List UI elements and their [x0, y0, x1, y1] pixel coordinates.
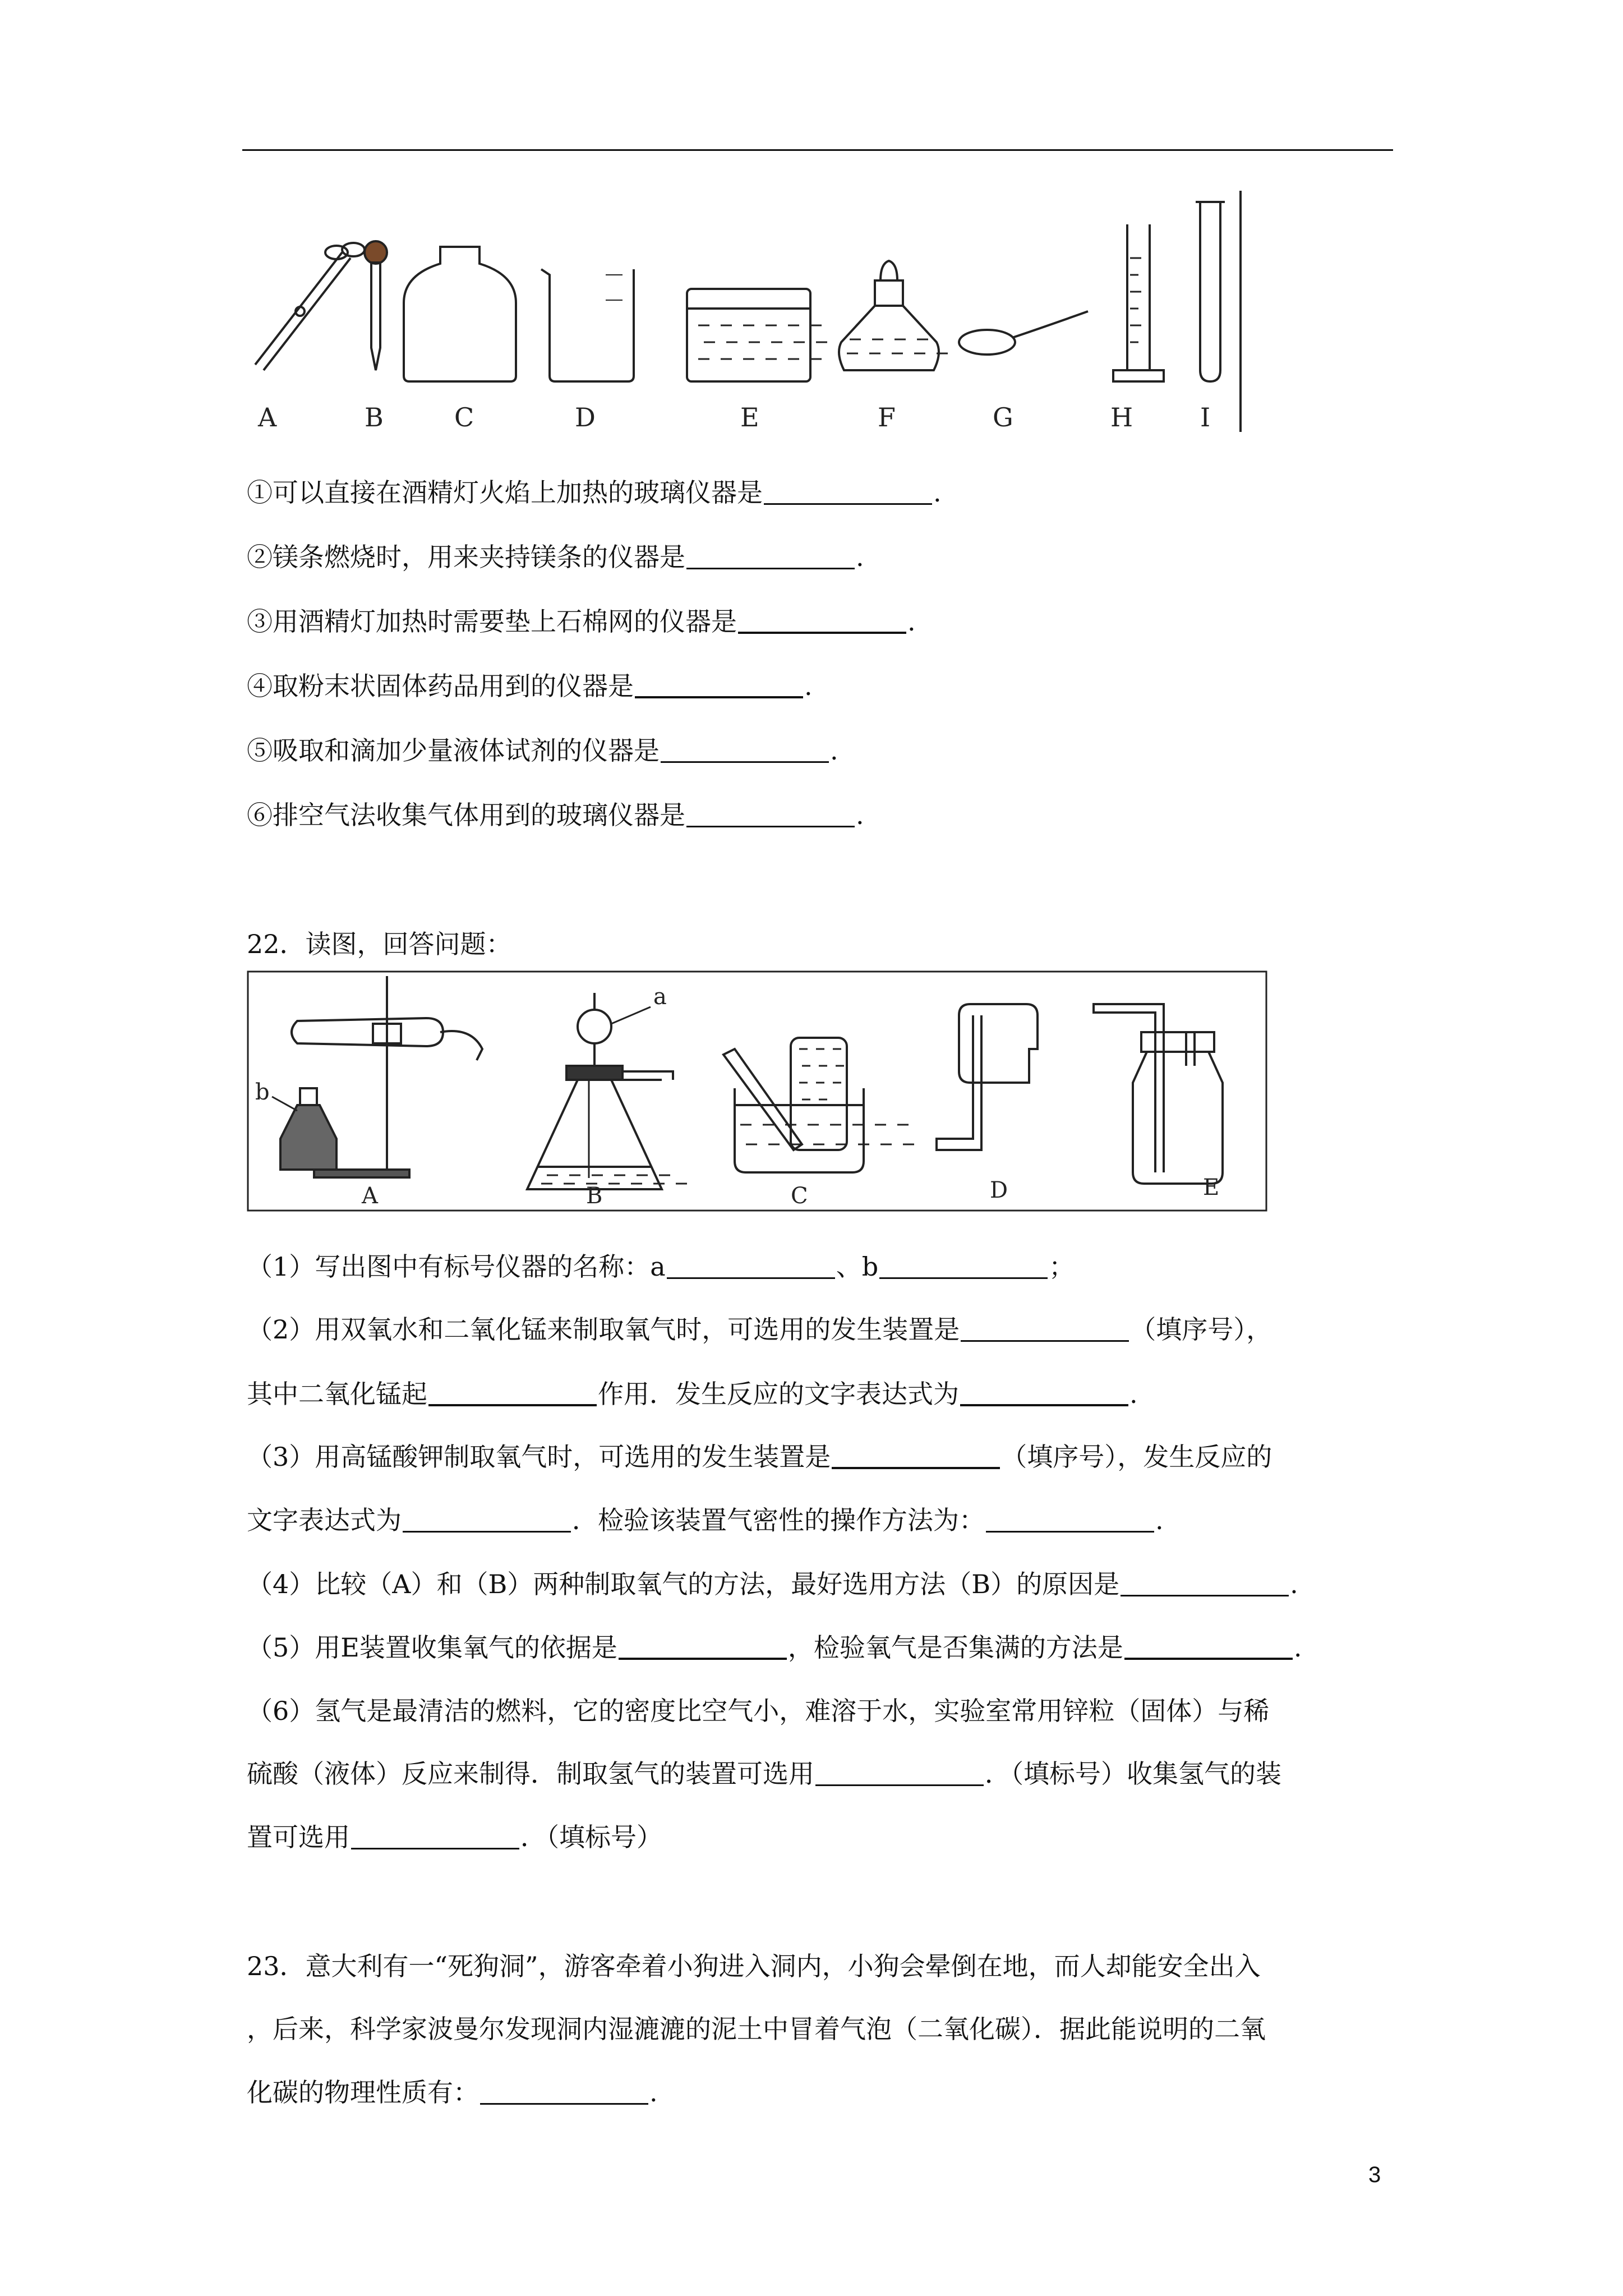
q21-item-1: ①可以直接在酒精灯火焰上加热的玻璃仪器是 . — [247, 477, 942, 508]
wide-mouth-bottle-icon — [404, 247, 516, 381]
q21-item-2: ②镁条燃烧时，用来夹持镁条的仪器是 . — [247, 542, 864, 572]
apparatus-A-icon — [280, 976, 482, 1177]
q22-line-9: 硫酸（液体）反应来制得．制取氢气的装置可选用 ．（填标号）收集氢气的装 — [247, 1759, 1281, 1789]
apparatus-C-icon — [723, 1038, 914, 1172]
q23-line-1: 23．意大利有一“死狗洞”，游客牵着小狗进入洞内，小狗会晕倒在地，而人却能安全出入 — [247, 1951, 1261, 1981]
q21-item-4: ④取粉末状固体药品用到的仪器是 . — [247, 671, 813, 701]
answer-blank[interactable] — [661, 737, 829, 763]
header-rule — [242, 149, 1393, 151]
label-E: E — [1203, 1175, 1220, 1200]
marker-a: a — [653, 984, 667, 1010]
answer-blank[interactable] — [1121, 1570, 1289, 1596]
q22-line-7: （5）用E装置收集氧气的依据是 ，检验氧气是否集满的方法是 . — [247, 1632, 1302, 1663]
label-C: C — [791, 1183, 808, 1209]
answer-blank[interactable] — [960, 1379, 1128, 1406]
q23-line-3: 化碳的物理性质有： . — [247, 2077, 658, 2108]
marker-b: b — [255, 1079, 270, 1105]
q22-line-1: （1）写出图中有标号仪器的名称：a 、b ； — [247, 1251, 1075, 1282]
label-F: F — [878, 402, 896, 432]
answer-blank[interactable] — [619, 1633, 787, 1660]
answer-blank[interactable] — [428, 1379, 597, 1406]
q22-line-2: （2）用双氧水和二氧化锰来制取氧气时，可选用的发生装置是 （填序号）， — [247, 1314, 1272, 1345]
q22-line-8: （6）氢气是最清洁的燃料，它的密度比空气小，难溶于水，实验室常用锌粒（固体）与稀 — [247, 1696, 1270, 1726]
answer-blank[interactable] — [986, 1506, 1154, 1533]
answer-blank[interactable] — [667, 1253, 835, 1279]
instrument-figure — [247, 191, 1245, 438]
answer-blank[interactable] — [832, 1442, 1000, 1469]
apparatus-E-icon — [1094, 1004, 1223, 1184]
beaker-icon — [541, 269, 634, 381]
label-H: H — [1110, 402, 1133, 432]
answer-blank[interactable] — [1124, 1633, 1293, 1660]
answer-blank[interactable] — [480, 2078, 648, 2105]
label-B: B — [365, 402, 384, 432]
label-A: A — [362, 1183, 378, 1209]
answer-blank[interactable] — [686, 801, 855, 827]
alcohol-lamp-icon — [839, 261, 948, 370]
q21-item-3: ③用酒精灯加热时需要垫上石棉网的仪器是 . — [247, 606, 916, 637]
answer-blank[interactable] — [686, 543, 855, 569]
label-D: D — [990, 1177, 1008, 1203]
label-B: B — [586, 1183, 603, 1209]
answer-blank[interactable] — [635, 671, 803, 698]
page-number: 3 — [1368, 2162, 1381, 2187]
q21-item-5: ⑤吸取和滴加少量液体试剂的仪器是 . — [247, 735, 838, 766]
answer-blank[interactable] — [879, 1253, 1048, 1279]
q22-title: 22．读图，回答问题： — [247, 929, 512, 959]
q22-line-10: 置可选用 ．（填标号） — [247, 1822, 662, 1852]
q22-line-5: 文字表达式为 ．检验该装置气密性的操作方法为： . — [247, 1505, 1164, 1535]
q22-line-6: （4）比较（A）和（B）两种制取氧气的方法，最好选用方法（B）的原因是 . — [247, 1569, 1298, 1599]
water-trough-icon — [687, 289, 827, 381]
apparatus-figure — [247, 970, 1267, 1212]
label-C: C — [454, 402, 474, 432]
answer-blank[interactable] — [351, 1823, 519, 1849]
crucible-tongs-icon — [255, 243, 365, 370]
apparatus-D-icon — [937, 1004, 1038, 1150]
q22-line-4: （3）用高锰酸钾制取氧气时，可选用的发生装置是 （填序号），发生反应的 — [247, 1442, 1272, 1472]
q21-item-6: ⑥排空气法收集气体用到的玻璃仪器是 . — [247, 800, 864, 830]
label-I: I — [1200, 402, 1211, 432]
medicine-spoon-icon — [959, 311, 1088, 355]
answer-blank[interactable] — [815, 1760, 984, 1786]
apparatus-B-icon — [527, 993, 687, 1189]
q23-line-2: ，后来，科学家波曼尔发现洞内湿漉漉的泥土中冒着气泡（二氧化碳）．据此能说明的二氧 — [247, 2014, 1266, 2044]
q22-line-3: 其中二氧化锰起 作用．发生反应的文字表达式为 . — [247, 1379, 1138, 1409]
instrument-labels — [257, 402, 1210, 432]
graduated-cylinder-icon — [1113, 224, 1164, 381]
apparatus-labels — [361, 1175, 1219, 1209]
answer-blank[interactable] — [738, 607, 906, 634]
dropper-icon — [365, 241, 387, 370]
label-D: D — [575, 402, 596, 432]
answer-blank[interactable] — [961, 1315, 1129, 1342]
answer-blank[interactable] — [764, 478, 932, 505]
test-tube-icon — [1196, 202, 1225, 381]
answer-blank[interactable] — [403, 1506, 571, 1533]
label-A: A — [258, 402, 277, 432]
label-E: E — [740, 402, 759, 432]
label-G: G — [993, 402, 1013, 432]
